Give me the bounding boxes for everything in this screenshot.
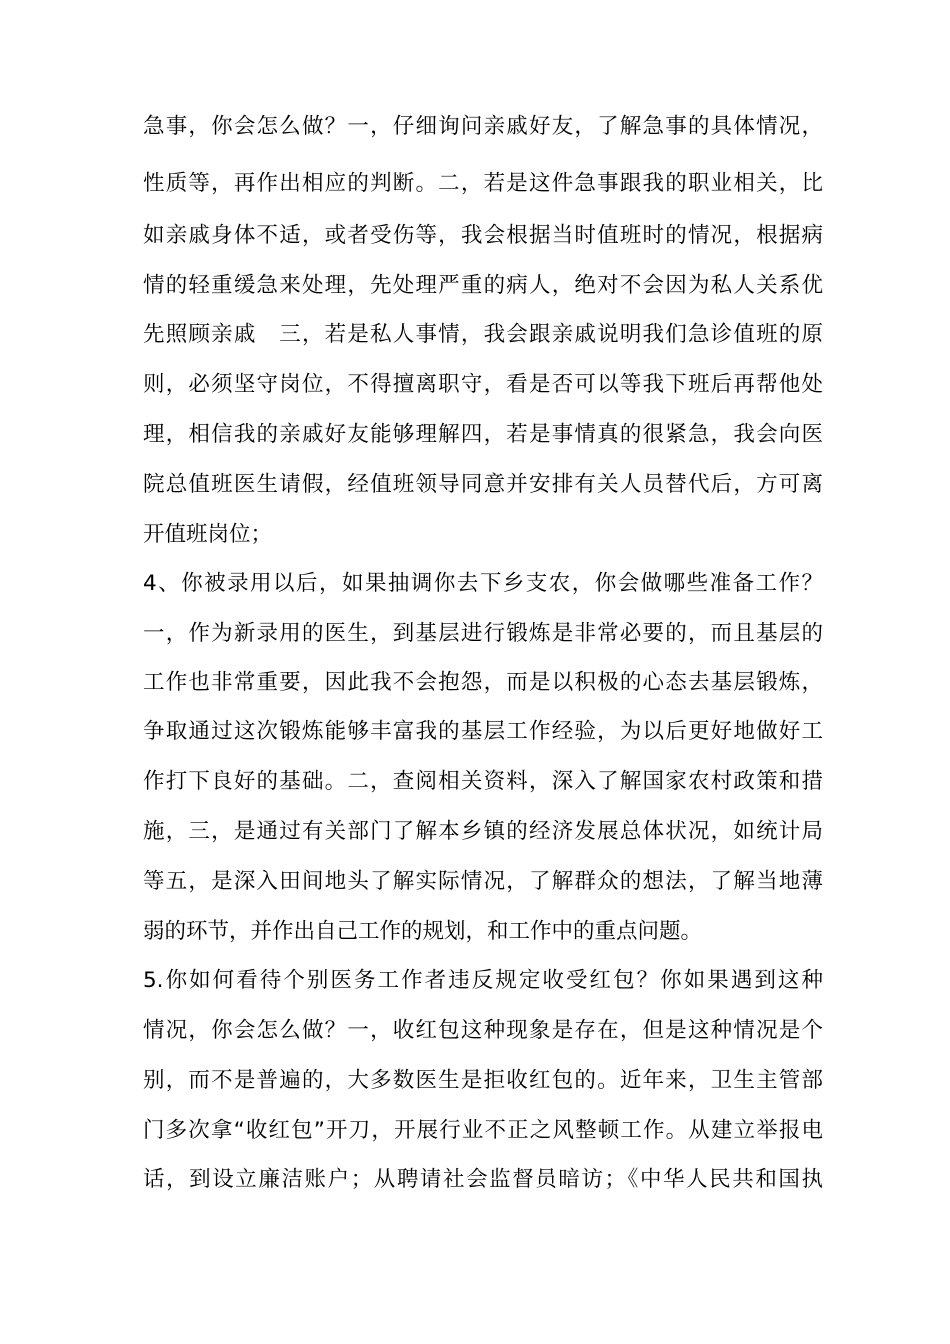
text-line: 争取通过这次锻炼能够丰富我的基层工作经验，为以后更好地做好工 [143, 719, 823, 744]
text-line: 则，必须坚守岗位，不得擅离职守，看是否可以等我下班后再帮他处 [143, 372, 823, 397]
text-line: 作打下良好的基础。二，查阅相关资料，深入了解国家农村政策和措 [143, 769, 823, 794]
question-heading: 4、你被录用以后，如果抽调你去下乡支农，你会做哪些准备工作？ [143, 571, 823, 596]
text-line: 开值班岗位； [143, 522, 273, 547]
text-line: 情的轻重缓急来处理，先处理严重的病人，绝对不会因为私人关系优 [143, 273, 823, 298]
text-line: 话，到设立廉洁账户；从聘请社会监督员暗访；《中华人民共和国执 [143, 1167, 823, 1192]
text-line: 理，相信我的亲戚好友能够理解四，若是事情真的很紧急，我会向医 [143, 422, 823, 447]
text-line: 性质等，再作出相应的判断。二，若是这件急事跟我的职业相关，比 [143, 171, 823, 196]
text-line: 院总值班医生请假，经值班领导同意并安排有关人员替代后，方可离 [143, 472, 823, 497]
text-line: 施，三，是通过有关部门了解本乡镇的经济发展总体状况，如统计局 [143, 819, 823, 844]
text-line: 别，而不是普遍的，大多数医生是拒收红包的。近年来，卫生主管部 [143, 1068, 823, 1093]
text-line: 如亲戚身体不适，或者受伤等，我会根据当时值班时的情况，根据病 [143, 223, 823, 248]
text-line: 先照顾亲戚 三，若是私人事情，我会跟亲戚说明我们急诊值班的原 [143, 322, 823, 347]
text-line: 急事，你会怎么做？一，仔细询问亲戚好友，了解急事的具体情况， [143, 114, 823, 139]
question-heading: 5.你如何看待个别医务工作者违反规定收受红包？你如果遇到这种 [143, 968, 823, 993]
text-line: 等五，是深入田间地头了解实际情况，了解群众的想法，了解当地薄 [143, 869, 823, 894]
text-line: 弱的环节，并作出自己工作的规划，和工作中的重点问题。 [143, 919, 703, 944]
text-line: 工作也非常重要，因此我不会抱怨，而是以积极的心态去基层锻炼， [143, 670, 823, 695]
text-line: 情况，你会怎么做？一，收红包这种现象是存在，但是这种情况是个 [143, 1018, 823, 1043]
text-line: 一，作为新录用的医生，到基层进行锻炼是非常必要的，而且基层的 [143, 621, 823, 646]
text-line: 门多次拿“收红包”开刀，开展行业不正之风整顿工作。从建立举报电 [143, 1118, 823, 1143]
